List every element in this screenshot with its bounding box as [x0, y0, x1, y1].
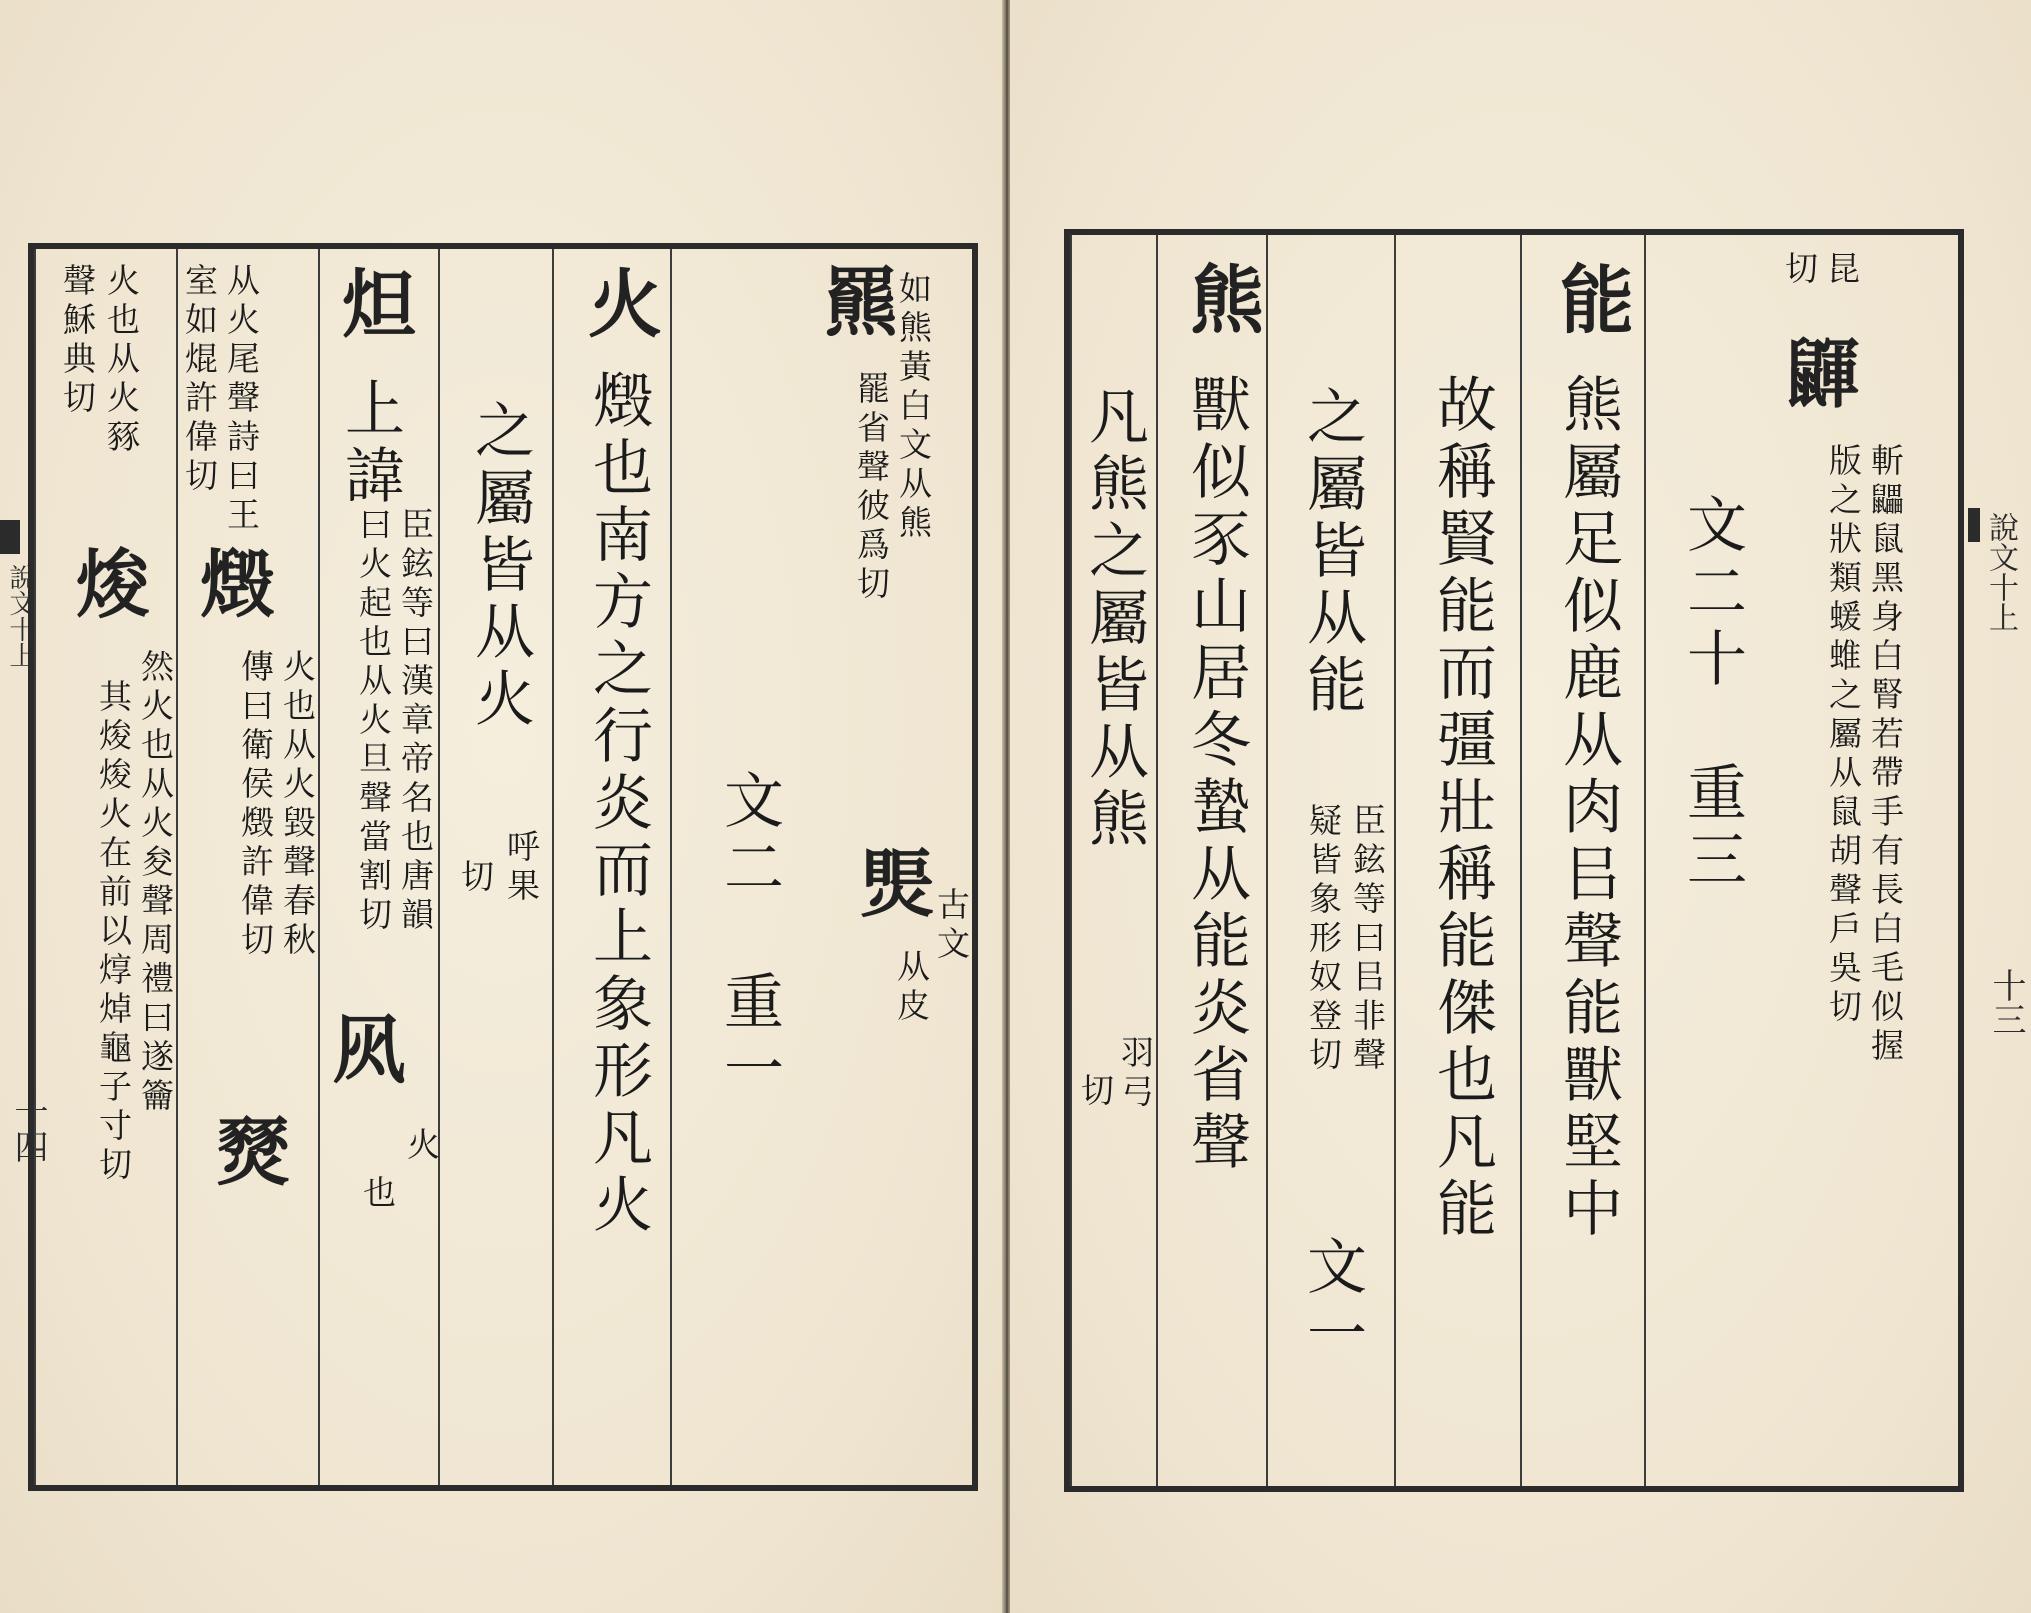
column-1 — [1768, 235, 1958, 1486]
left-page — [0, 0, 1004, 1613]
annotation: 呼果 — [502, 829, 541, 907]
fold-mark — [0, 520, 20, 554]
annotation: 斬鼺鼠黑身白腎若帶手有長白毛似握 — [1866, 443, 1905, 1067]
column-1 — [812, 249, 972, 1485]
column-7 — [1070, 235, 1158, 1486]
annotation: 版之狀類蝯蜼之屬从鼠胡聲戶吳切 — [1824, 443, 1863, 1028]
annotation: 也 — [358, 1175, 397, 1214]
annotation: 火也从火豩 — [102, 263, 141, 458]
annotation: 火也从火毀聲春秋 — [278, 649, 317, 961]
column-2 — [1644, 235, 1770, 1486]
main-text: 文一 — [1297, 1235, 1367, 1369]
annotation: 其焌焌火在前以焞焯龜子寸切 — [94, 679, 133, 1186]
seal-glyph: 炟 — [330, 265, 416, 345]
column-6 — [1156, 235, 1268, 1486]
seal-glyph: 㶡 — [320, 1011, 406, 1091]
main-text: 故稱賢能而彊壯稱能傑也凡能 — [1427, 373, 1497, 1244]
column-4 — [1394, 235, 1522, 1486]
annotation: 臣鉉等曰㠯非聲 — [1348, 803, 1387, 1076]
main-text: 之屬皆从能 — [1297, 385, 1367, 720]
column-3 — [552, 249, 672, 1485]
seal-glyph: 能 — [1548, 261, 1634, 341]
annotation: 切 — [456, 859, 495, 898]
fold-mark — [1968, 508, 1980, 542]
seal-glyph: 羆 — [812, 263, 898, 343]
column-5 — [1266, 235, 1396, 1486]
main-text: 上諱 — [335, 377, 405, 511]
seal-glyph: 焌 — [64, 545, 150, 625]
annotation: 羽弓 — [1116, 1035, 1155, 1113]
left-text-frame — [28, 243, 978, 1491]
annotation: 切 — [1780, 251, 1819, 290]
main-text: 燬也南方之行炎而上象形凡火 — [583, 369, 653, 1240]
annotation: 疑皆象形奴登切 — [1304, 803, 1343, 1076]
annotation: 从火尾聲詩曰王 — [222, 263, 261, 536]
column-3 — [1520, 235, 1646, 1486]
annotation: 古文 — [932, 887, 971, 965]
main-text: 之屬皆从火 — [465, 399, 535, 734]
annotation: 罷省聲彼爲切 — [852, 371, 891, 605]
annotation: 傳曰衛侯燬許偉切 — [236, 649, 275, 961]
annotation: 火 — [402, 1127, 441, 1166]
right-page-number: 十三 — [1986, 968, 2026, 1036]
seal-glyph: 燬 — [188, 545, 274, 625]
annotation: 曰火起也从火旦聲當割切 — [354, 507, 393, 936]
right-text-frame — [1064, 229, 1964, 1492]
main-text: 文二 重一 — [714, 769, 784, 1104]
main-text: 獸似豕山居冬蟄从能炎省聲 — [1181, 373, 1251, 1177]
column-7 — [34, 249, 178, 1485]
annotation: 臣鉉等曰漢章帝名也唐韻 — [396, 507, 435, 936]
seal-glyph: 鼲 — [1774, 335, 1860, 415]
seal-glyph: 火 — [576, 265, 662, 345]
annotation: 从皮 — [892, 949, 931, 1027]
main-text: 凡熊之屬皆从熊 — [1079, 385, 1149, 854]
seal-glyph: 燹 — [204, 1113, 290, 1193]
annotation: 然火也从火夋聲周禮曰遂籥 — [136, 649, 175, 1117]
column-6 — [176, 249, 320, 1485]
right-page — [1010, 0, 2031, 1613]
column-5 — [318, 249, 440, 1485]
annotation: 切 — [1076, 1073, 1115, 1112]
left-side-label: 說文十上 — [5, 564, 35, 668]
right-side-label: 說文十上 — [1983, 512, 2018, 632]
annotation: 聲穌典切 — [58, 263, 97, 419]
column-2 — [670, 249, 819, 1485]
main-text: 文二十 重三 — [1677, 493, 1747, 895]
main-text: 熊屬足似鹿从肉㠯聲能獸堅中 — [1553, 373, 1623, 1244]
annotation: 如熊黃白文从熊 — [894, 271, 933, 544]
annotation: 室如焜許偉切 — [180, 263, 219, 497]
seal-glyph: 㷡 — [848, 845, 934, 925]
column-4 — [438, 249, 554, 1485]
left-page-number: 十四 — [8, 1095, 48, 1163]
seal-glyph: 熊 — [1178, 261, 1264, 341]
annotation: 昆 — [1822, 251, 1861, 290]
